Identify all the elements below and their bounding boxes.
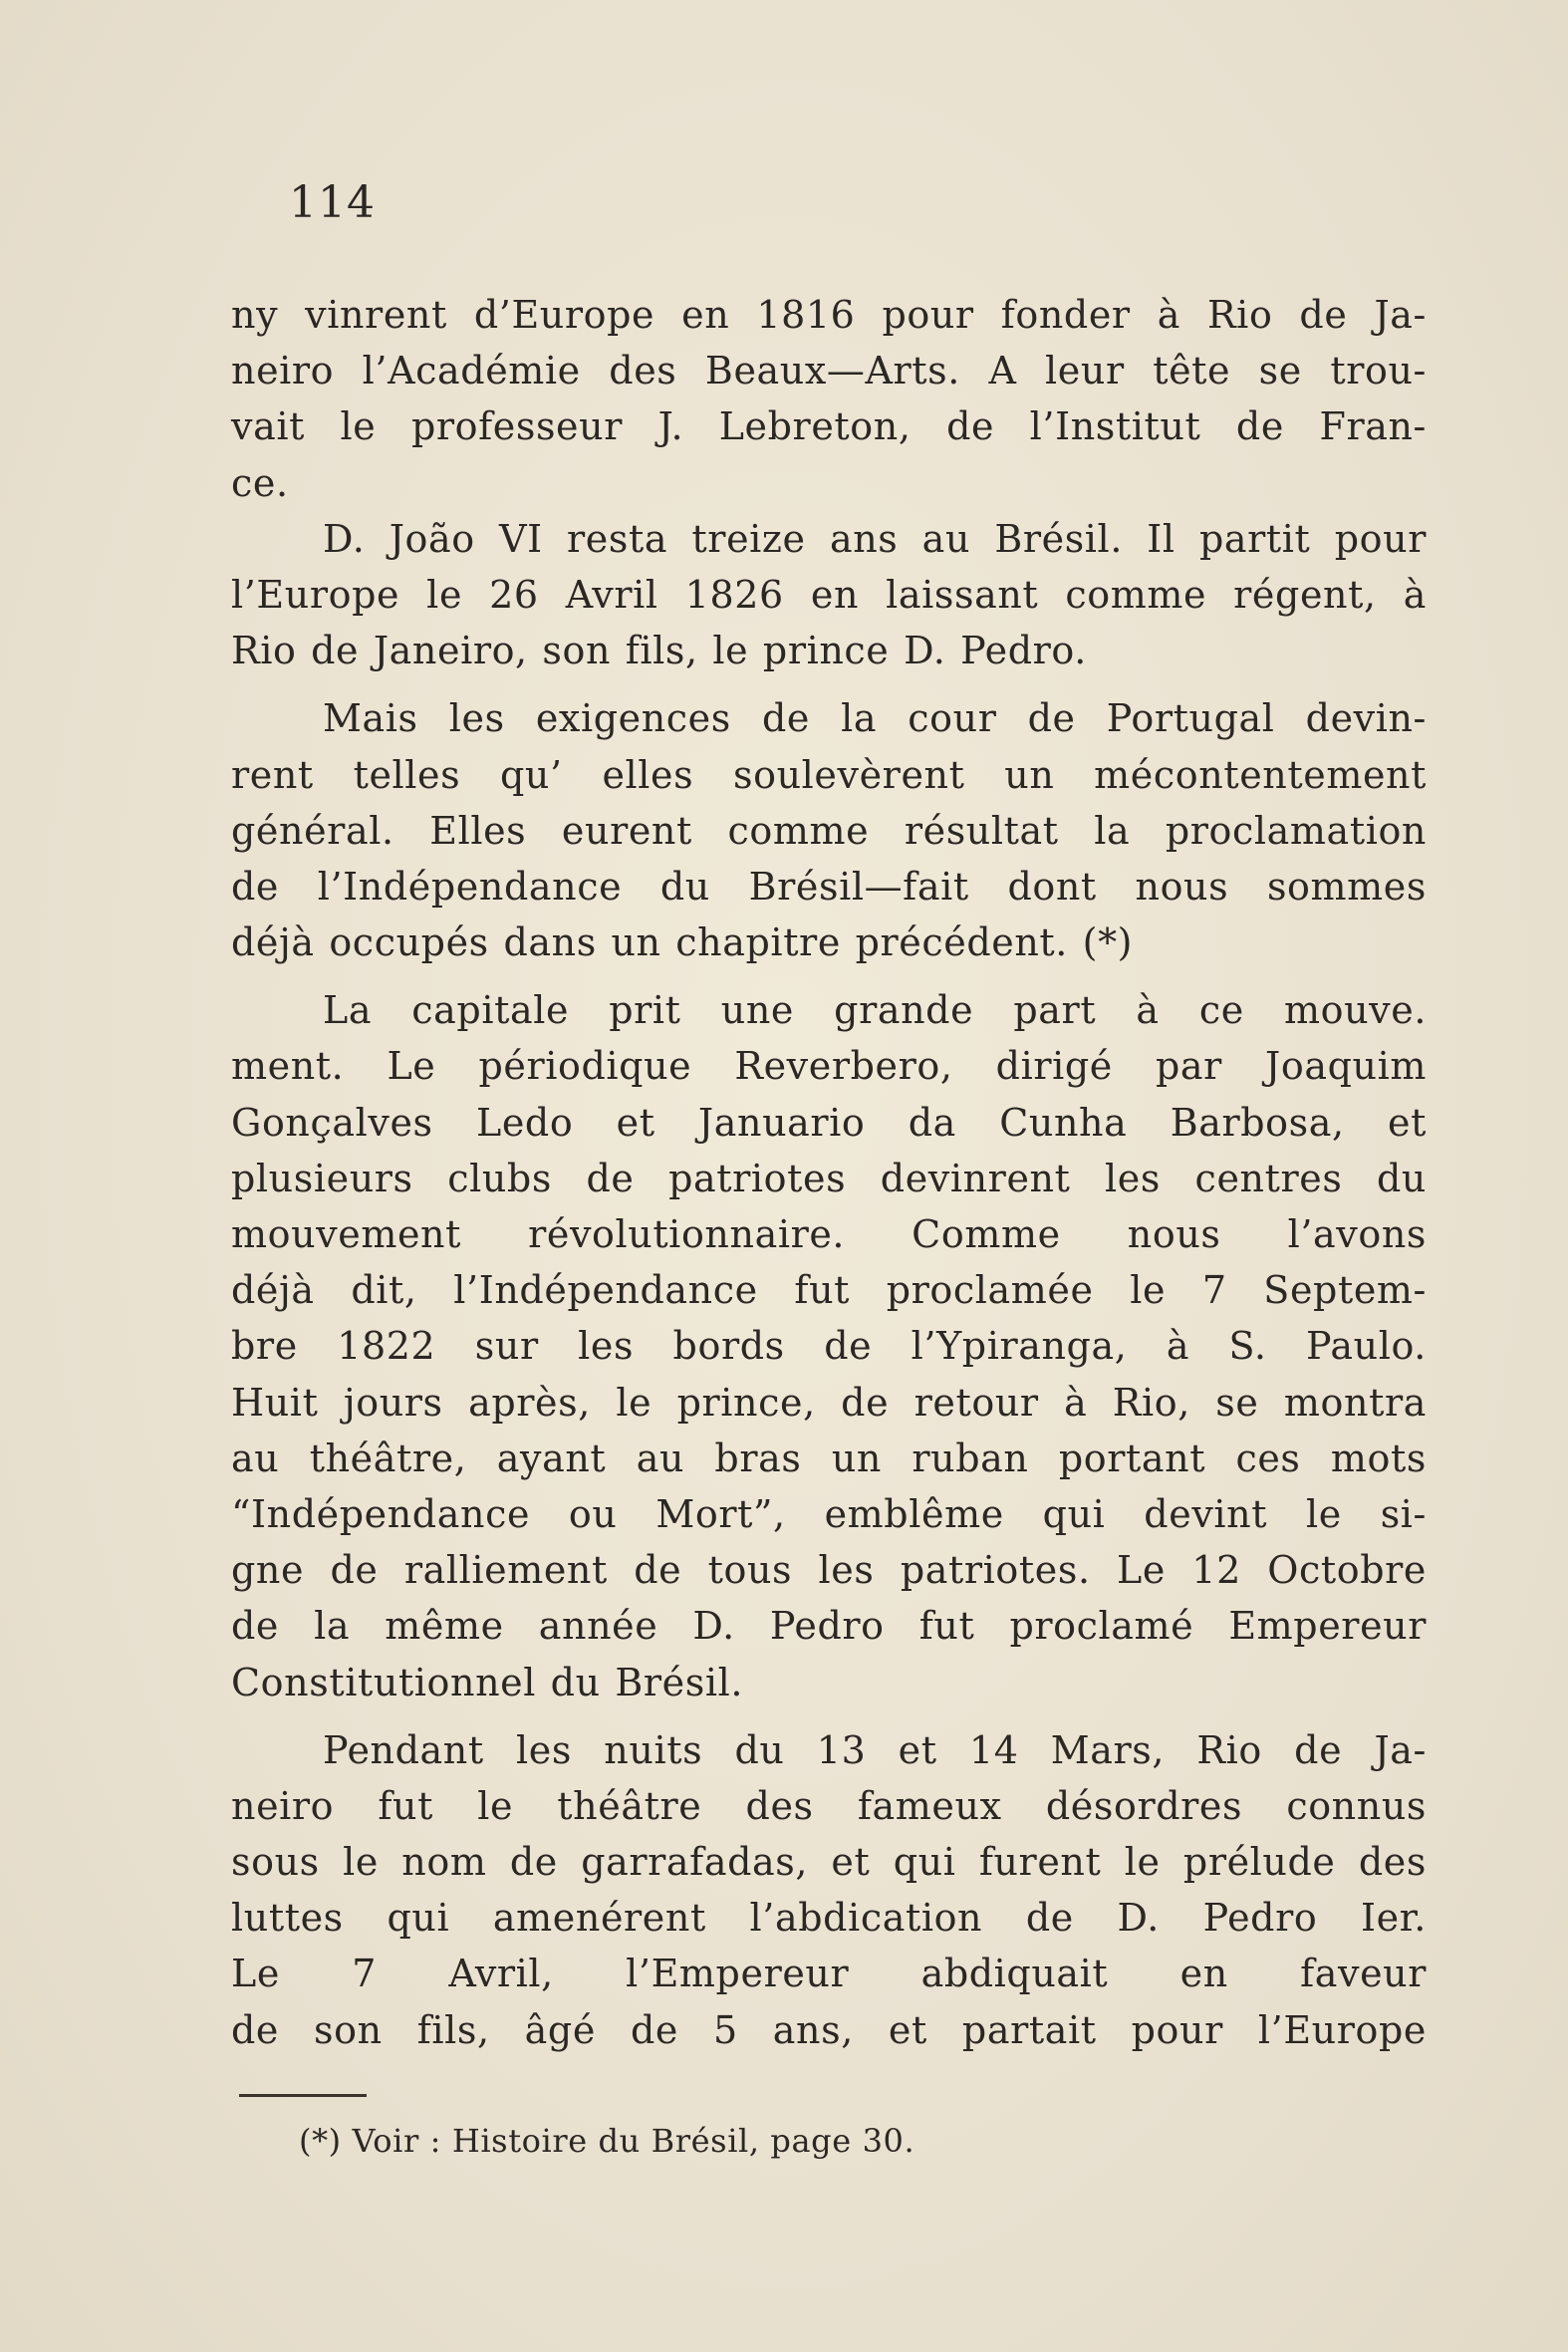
paragraph: [231, 287, 1427, 511]
text-line: Gonçalves Ledo et Januario da Cunha Barbosa, et: [231, 1100, 1427, 1145]
footnote: (*) Voir : Histoire du Brésil, page 30.: [299, 2122, 915, 2160]
text-line: neiro l’Académie des Beaux—Arts. A leur tête se trou-: [231, 349, 1427, 393]
text-line: “Indépendance ou Mort”, emblême qui devint le si-: [231, 1491, 1427, 1536]
text-line: neiro fut le théâtre des fameux désordres connus: [231, 1783, 1427, 1828]
text-line: Huit jours après, le prince, de retour à Rio, se montra: [231, 1380, 1427, 1425]
text-line: mouvement révolutionnaire. Comme nous l’avons: [231, 1212, 1427, 1256]
text-line: Le 7 Avril, l’Empereur abdiquait en faveur: [231, 1952, 1427, 1996]
text-line: Constitutionnel du Brésil.: [231, 1660, 744, 1704]
text-line: bre 1822 sur les bords de l’Ypiranga, à S. Paulo.: [231, 1324, 1427, 1369]
paragraph: [231, 690, 1427, 970]
paragraph: [231, 511, 1427, 679]
paragraph: [231, 982, 1427, 1709]
text-line: ny vinrent d’Europe en 1816 pour fonder à Rio de Ja-: [231, 293, 1427, 337]
text-line: de l’Indépendance du Brésil—fait dont nous sommes: [231, 864, 1427, 909]
footnote-rule: [239, 2094, 367, 2097]
text-line: au théâtre, ayant au bras un ruban portant ces mots: [231, 1436, 1427, 1480]
text-line: plusieurs clubs de patriotes devinrent les centres du: [231, 1156, 1427, 1200]
text-line: de son fils, âgé de 5 ans, et partait pour l’Europe: [231, 2007, 1427, 2052]
text-line: déjà occupés dans un chapitre précédent. (*): [231, 920, 1134, 965]
text-line: La capitale prit une grande part à ce mouve.: [323, 988, 1427, 1033]
text-line: de la même année D. Pedro fut proclamé Empereur: [231, 1604, 1427, 1649]
text-line: D. João VI resta treize ans au Brésil. Il partit pour: [323, 516, 1427, 561]
text-line: déjà dit, l’Indépendance fut proclamée le 7 Septem-: [231, 1268, 1427, 1313]
text-line: rent telles qu’ elles soulevèrent un mécontentement: [231, 752, 1427, 797]
paragraph: [231, 1722, 1427, 2058]
text-line: vait le professeur J. Lebreton, de l’Institut de Fran-: [231, 404, 1427, 449]
page-number: 114: [289, 177, 376, 228]
text-line: gne de ralliement de tous les patriotes. Le 12 Octobre: [231, 1548, 1427, 1593]
text-line: Rio de Janeiro, son fils, le prince D. Pedro.: [231, 629, 1087, 673]
text-line: ce.: [231, 460, 289, 505]
text-line: Mais les exigences de la cour de Portugal devin-: [323, 696, 1427, 741]
text-line: sous le nom de garrafadas, et qui furent le prélude des: [231, 1840, 1427, 1885]
text-line: ment. Le périodique Reverbero, dirigé par Joaquim: [231, 1044, 1427, 1089]
body-text: [231, 287, 1427, 2058]
text-line: l’Europe le 26 Avril 1826 en laissant comme régent, à: [231, 572, 1427, 617]
text-line: général. Elles eurent comme résultat la proclamation: [231, 808, 1427, 853]
text-line: luttes qui amenérent l’abdication de D. Pedro Ier.: [231, 1896, 1427, 1941]
text-line: Pendant les nuits du 13 et 14 Mars, Rio de Ja-: [323, 1727, 1427, 1772]
